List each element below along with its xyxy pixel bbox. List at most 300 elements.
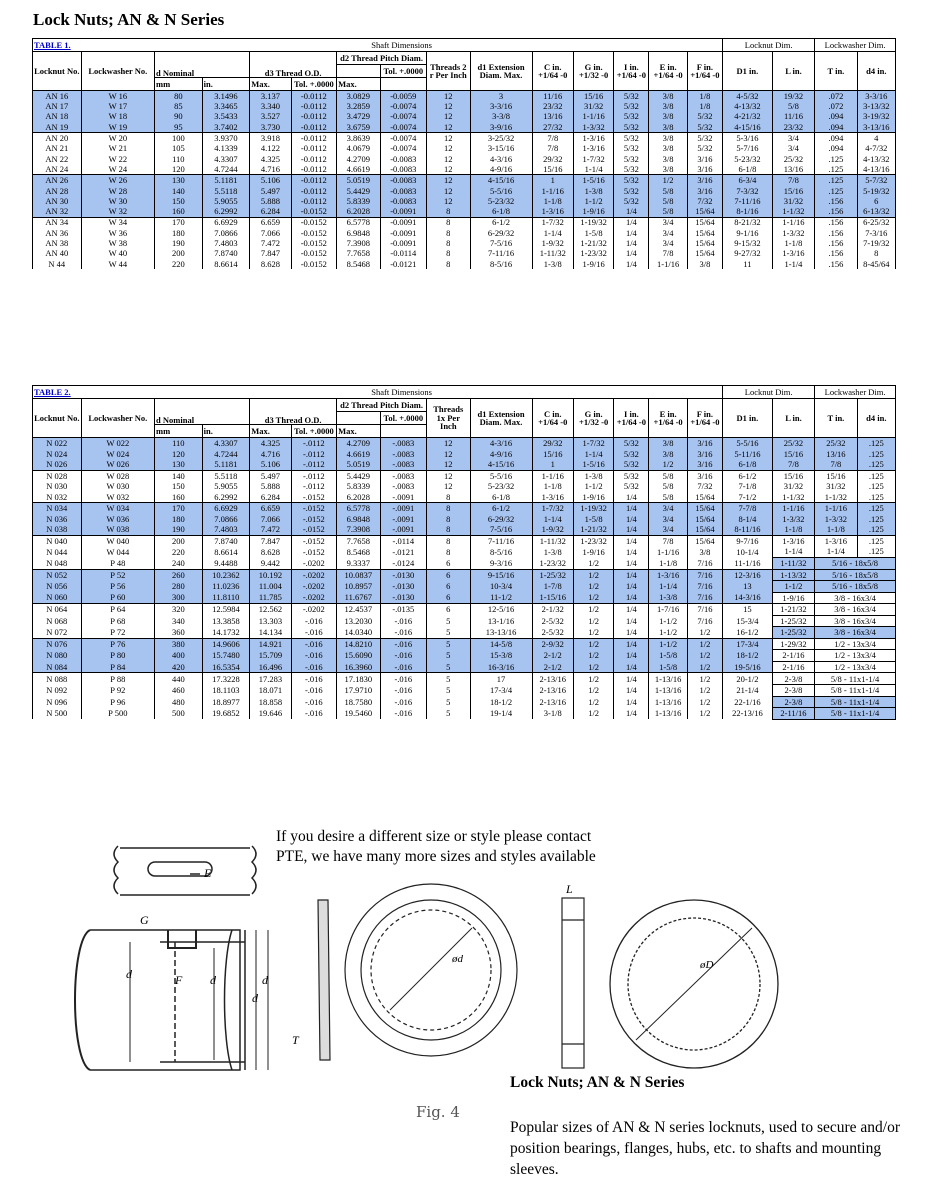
table-cell: 5/32 xyxy=(687,143,722,153)
table-cell: 480 xyxy=(155,696,203,708)
table-cell: 7-1/2 xyxy=(723,492,773,503)
table-cell: N 048 xyxy=(33,558,82,570)
table-cell: 5/32 xyxy=(614,459,649,470)
table-cell: N 024 xyxy=(33,449,82,460)
table-cell: AN 40 xyxy=(33,248,82,258)
table-cell: 1/4 xyxy=(614,661,649,673)
table-cell: 11-1/16 xyxy=(723,558,773,570)
table-cell: 7/8 xyxy=(532,143,573,153)
table-cell: 5/8 xyxy=(649,206,687,217)
table-cell: -.0202 xyxy=(291,592,337,604)
col-f: F in. +1/64 -0 xyxy=(687,52,722,91)
table-cell: -0.0152 xyxy=(291,217,337,228)
table-cell: 11.0236 xyxy=(202,581,250,593)
table-cell: 5.4429 xyxy=(337,186,380,196)
table-cell: 15/64 xyxy=(687,238,722,248)
table-cell: 320 xyxy=(155,604,203,616)
table-cell: 1-1/2 xyxy=(649,615,687,627)
table-cell: -0.0152 xyxy=(291,206,337,217)
table-cell: 22-1/16 xyxy=(723,696,773,708)
col-d4: d4 in. xyxy=(857,399,895,438)
table-cell: 3.6759 xyxy=(337,122,380,133)
table-cell: 6-1/2 xyxy=(723,470,773,481)
table-cell: 3-19/32 xyxy=(857,112,895,122)
table-cell: 1-1/16 xyxy=(649,546,687,557)
table-cell: 5 xyxy=(427,673,470,685)
table-cell: 5-5/16 xyxy=(470,186,532,196)
table-cell: 7.847 xyxy=(250,535,291,546)
col-e: E in. +1/64 -0 xyxy=(649,52,687,91)
table-cell: 3 xyxy=(470,91,532,102)
table-cell: 1/2 xyxy=(687,650,722,662)
table-cell: 3/4 xyxy=(649,238,687,248)
table-cell: 5.5118 xyxy=(202,186,250,196)
col-D1: D1 in. xyxy=(723,52,773,91)
table-cell: -0.0074 xyxy=(380,112,427,122)
table-cell: 1/4 xyxy=(614,638,649,650)
table-cell: 19.5460 xyxy=(337,708,380,720)
col-c: C in. +1/64 -0 xyxy=(532,399,573,438)
table-cell: 5/32 xyxy=(614,196,649,206)
table-cell: 3/16 xyxy=(687,449,722,460)
table-cell: -.0152 xyxy=(291,503,337,514)
table-cell: -.016 xyxy=(380,708,427,720)
table-cell: 1-9/16 xyxy=(573,259,613,269)
table-cell: 3/16 xyxy=(687,154,722,164)
table-cell: -.0091 xyxy=(380,514,427,525)
table-cell: 5.888 xyxy=(250,481,291,492)
table-cell: 15/16 xyxy=(532,449,573,460)
table-cell: -0.0121 xyxy=(380,259,427,269)
table-cell: 29/32 xyxy=(532,154,573,164)
table-cell: W 20 xyxy=(81,133,154,144)
table-cell: 1/2 xyxy=(687,661,722,673)
table-cell: 1-3/16 xyxy=(772,535,814,546)
table-cell: W 030 xyxy=(81,481,154,492)
table-cell: P 92 xyxy=(81,685,154,697)
table-cell: 5-23/32 xyxy=(470,481,532,492)
table-cell: 1-1/32 xyxy=(772,206,814,217)
table-cell: 18.7580 xyxy=(337,696,380,708)
table-cell: -0.0112 xyxy=(291,91,337,102)
table-cell: 13/16 xyxy=(815,449,857,460)
table-cell: 17 xyxy=(470,673,532,685)
table-cell: 1-1/2 xyxy=(573,481,613,492)
table-cell: 14.0340 xyxy=(337,627,380,639)
table-cell: 1-7/32 xyxy=(532,217,573,228)
table-cell: 15/64 xyxy=(687,514,722,525)
table-cell: -.016 xyxy=(380,661,427,673)
table-cell: 1-3/8 xyxy=(573,470,613,481)
lockwasher-front-drawing xyxy=(345,884,517,1056)
table-cell: 5/8 xyxy=(649,492,687,503)
table-cell: 4.3307 xyxy=(202,438,250,449)
table-cell: 1/2 xyxy=(573,592,613,604)
table-cell: 18.8977 xyxy=(202,696,250,708)
table-cell: N 500 xyxy=(33,708,82,720)
table-cell: 12 xyxy=(427,112,470,122)
table-cell: 3/16 xyxy=(687,470,722,481)
table-cell: 5/32 xyxy=(614,438,649,449)
table-cell: 4.6619 xyxy=(337,449,380,460)
table-cell: 1-23/32 xyxy=(573,535,613,546)
table-cell: 1/2 xyxy=(573,569,613,581)
table-cell: 5/32 xyxy=(614,449,649,460)
table-cell: 3/4 xyxy=(649,524,687,535)
table-cell: -0.0091 xyxy=(380,228,427,238)
table-cell: 1/4 xyxy=(614,708,649,720)
table-cell: 1-3/8 xyxy=(649,592,687,604)
table-cell: 17.283 xyxy=(250,673,291,685)
table-cell: 170 xyxy=(155,503,203,514)
table-cell: 1-1/16 xyxy=(532,470,573,481)
table-cell: 14-5/8 xyxy=(470,638,532,650)
table-cell: 5.9055 xyxy=(202,481,250,492)
table-cell: 23/32 xyxy=(532,101,573,111)
table-cell: W 034 xyxy=(81,503,154,514)
table-cell: 2-13/16 xyxy=(532,696,573,708)
table-cell: 7.472 xyxy=(250,524,291,535)
table-cell: 8-5/16 xyxy=(470,546,532,557)
table-cell: 19/32 xyxy=(772,91,814,102)
table-cell: 3/8 - 16x3/4 xyxy=(815,604,896,616)
table-cell: 4.1339 xyxy=(202,143,250,153)
table-cell: .125 xyxy=(857,481,895,492)
table-cell: 1-1/8 xyxy=(772,524,814,535)
table-cell: 8-45/64 xyxy=(857,259,895,269)
table-cell: 15/16 xyxy=(772,186,814,196)
table-cell: 15/64 xyxy=(687,524,722,535)
table-cell: 1/2 xyxy=(687,638,722,650)
table-cell: -.0135 xyxy=(380,604,427,616)
table-cell: 6-3/4 xyxy=(723,175,773,186)
table-cell: 15/64 xyxy=(687,492,722,503)
table-cell: 6.659 xyxy=(250,503,291,514)
table-cell: 9.442 xyxy=(250,558,291,570)
table-cell: 15/64 xyxy=(687,248,722,258)
col-e: E in. +1/64 -0 xyxy=(649,399,687,438)
table-cell: 1/4 xyxy=(614,581,649,593)
table-cell: 130 xyxy=(155,175,203,186)
col-locknut-no: Locknut No. xyxy=(33,52,82,91)
table-cell: 22-13/16 xyxy=(723,708,773,720)
table-cell: 4.2709 xyxy=(337,154,380,164)
table-cell: AN 19 xyxy=(33,122,82,133)
table-cell: 1-9/16 xyxy=(573,492,613,503)
table-cell: W 024 xyxy=(81,449,154,460)
col-threads: Threads 2 r Per Inch xyxy=(427,52,470,91)
table-cell: 12 xyxy=(427,186,470,196)
table-cell: 12 xyxy=(427,470,470,481)
table-cell: 3/8 xyxy=(687,259,722,269)
table-cell: P 56 xyxy=(81,581,154,593)
table-cell: 5 xyxy=(427,685,470,697)
table-cell: N 072 xyxy=(33,627,82,639)
table-cell: W 16 xyxy=(81,91,154,102)
table-cell: .072 xyxy=(815,91,857,102)
col-d3-max: Max. xyxy=(250,78,291,91)
table-cell: 500 xyxy=(155,708,203,720)
table-cell: -0.0091 xyxy=(380,217,427,228)
table-cell: 11/16 xyxy=(532,91,573,102)
table-cell: 1-25/32 xyxy=(772,627,814,639)
table-cell: -.0083 xyxy=(380,459,427,470)
table-cell: -0.0112 xyxy=(291,164,337,175)
table-cell: 8 xyxy=(427,503,470,514)
table-cell: 1/4 xyxy=(614,524,649,535)
label-G: G xyxy=(140,913,149,927)
table-cell: 5/8 - 11x1-1/4 xyxy=(815,696,896,708)
table-cell: 4.6619 xyxy=(337,164,380,175)
table-cell: 3.8639 xyxy=(337,133,380,144)
table-cell: 1-11/32 xyxy=(532,535,573,546)
table-cell: N 088 xyxy=(33,673,82,685)
table-cell: N 080 xyxy=(33,650,82,662)
table-cell: N 026 xyxy=(33,459,82,470)
table-cell: 220 xyxy=(155,259,203,269)
lockwasher-side-drawing xyxy=(318,900,330,1060)
table-cell: 14.1732 xyxy=(202,627,250,639)
table-cell: 15/16 xyxy=(815,470,857,481)
table-cell: N 076 xyxy=(33,638,82,650)
table-cell: 3/8 xyxy=(649,143,687,153)
table-cell: 1/2 - 13x3/4 xyxy=(815,661,896,673)
table-cell: 4-13/32 xyxy=(723,101,773,111)
table-cell: 1-1/4 xyxy=(532,228,573,238)
table-cell: 14.134 xyxy=(250,627,291,639)
table-cell: 5-11/16 xyxy=(723,449,773,460)
table-cell: 1/8 xyxy=(687,91,722,102)
table-cell: 12 xyxy=(427,196,470,206)
table-cell: 5/16 - 18x5/8 xyxy=(815,581,896,593)
col-d1: d1 Extension Diam. Max. xyxy=(470,52,532,91)
table-cell: 5-23/32 xyxy=(723,154,773,164)
col-d3-tol: Tol. +.0000 xyxy=(291,78,337,91)
table-cell: 4.3307 xyxy=(202,154,250,164)
table-cell: 1/4 xyxy=(614,248,649,258)
table-cell: 3.5433 xyxy=(202,112,250,122)
table-cell: 12 xyxy=(427,481,470,492)
table-cell: 9-27/32 xyxy=(723,248,773,258)
table-cell: 7.066 xyxy=(250,514,291,525)
table-cell: -.0091 xyxy=(380,524,427,535)
table-cell: 27/32 xyxy=(532,122,573,133)
table-cell: 13-1/16 xyxy=(470,615,532,627)
table-cell: 3/8 - 16x3/4 xyxy=(815,627,896,639)
table-cell: 7-5/16 xyxy=(470,238,532,248)
table-cell: 1-1/16 xyxy=(573,112,613,122)
table-cell: 7/8 xyxy=(772,175,814,186)
table-cell: 4.325 xyxy=(250,438,291,449)
table-cell: 2-11/16 xyxy=(772,708,814,720)
table-cell: N 032 xyxy=(33,492,82,503)
table-cell: 15.6090 xyxy=(337,650,380,662)
table-cell: 3-13/32 xyxy=(857,101,895,111)
table-cell: -0.0112 xyxy=(291,175,337,186)
table-cell: -0.0083 xyxy=(380,164,427,175)
table-cell: 1-9/16 xyxy=(573,546,613,557)
table-cell: 5 xyxy=(427,661,470,673)
table-cell: W 028 xyxy=(81,470,154,481)
table-cell: 2-3/8 xyxy=(772,673,814,685)
table-cell: 7.8740 xyxy=(202,248,250,258)
table-cell: 3/8 - 16x3/4 xyxy=(815,592,896,604)
table-cell: 1-1/2 xyxy=(573,196,613,206)
table-cell: -0.0114 xyxy=(380,248,427,258)
table-cell: N 052 xyxy=(33,569,82,581)
table-1-label[interactable]: TABLE 1. xyxy=(33,39,82,52)
table-cell: 1/2 - 13x3/4 xyxy=(815,638,896,650)
table-cell: 6.2992 xyxy=(202,492,250,503)
table-cell: -.0152 xyxy=(291,492,337,503)
table-cell: .156 xyxy=(815,259,857,269)
table-cell: P 64 xyxy=(81,604,154,616)
table-cell: 5.0519 xyxy=(337,175,380,186)
table-cell: -.0130 xyxy=(380,569,427,581)
table-cell: 5/8 xyxy=(772,101,814,111)
table-cell: 5/32 xyxy=(614,154,649,164)
table-cell: 7.0866 xyxy=(202,228,250,238)
table-cell: 8.628 xyxy=(250,546,291,557)
table-cell: 1/4 xyxy=(614,514,649,525)
table-2-label[interactable]: TABLE 2. xyxy=(33,386,82,399)
table-cell: 7/16 xyxy=(687,592,722,604)
table-cell: 5-7/16 xyxy=(723,143,773,153)
table-cell: 6-13/32 xyxy=(857,206,895,217)
table-cell: 6.284 xyxy=(250,492,291,503)
table-cell: N 064 xyxy=(33,604,82,616)
table-cell: 5/8 - 11x1-1/4 xyxy=(815,685,896,697)
table-cell: 1-11/32 xyxy=(532,248,573,258)
table-cell: 3/16 xyxy=(687,459,722,470)
table-cell: 9-15/16 xyxy=(470,569,532,581)
shaft-dimensions-header: Shaft Dimensions xyxy=(81,386,722,399)
table-cell: 18.1103 xyxy=(202,685,250,697)
table-cell: W 21 xyxy=(81,143,154,153)
table-cell: 1-1/4 xyxy=(815,546,857,557)
table-cell: -.016 xyxy=(291,650,337,662)
table-cell: 1-25/32 xyxy=(532,569,573,581)
table-cell: 7/16 xyxy=(687,615,722,627)
table-cell: 12 xyxy=(427,449,470,460)
table-cell: W 19 xyxy=(81,122,154,133)
table-cell: -0.0074 xyxy=(380,143,427,153)
table-cell: 6-1/8 xyxy=(723,164,773,175)
table-cell: 29/32 xyxy=(532,438,573,449)
table-cell: .125 xyxy=(857,449,895,460)
table-cell: 6.284 xyxy=(250,206,291,217)
table-cell: 1-7/32 xyxy=(532,503,573,514)
table-cell: 140 xyxy=(155,470,203,481)
table-cell: 19-5/16 xyxy=(723,661,773,673)
table-cell: 13/16 xyxy=(772,164,814,175)
table-cell: 1-3/16 xyxy=(772,248,814,258)
table-cell: 15/64 xyxy=(687,228,722,238)
table-cell: -.0124 xyxy=(380,558,427,570)
table-cell: 1-1/16 xyxy=(815,503,857,514)
table-cell: 4-15/16 xyxy=(723,122,773,133)
table-cell: 7.472 xyxy=(250,238,291,248)
table-cell: 5 xyxy=(427,696,470,708)
col-L: L in. xyxy=(772,52,814,91)
table-cell: 3.7402 xyxy=(202,122,250,133)
table-cell: 380 xyxy=(155,638,203,650)
table-cell: 160 xyxy=(155,492,203,503)
table-cell: W 22 xyxy=(81,154,154,164)
table-cell: 1-3/32 xyxy=(573,122,613,133)
table-cell: -.016 xyxy=(380,638,427,650)
table-cell: 5/8 - 11x1-1/4 xyxy=(815,673,896,685)
thread-detail-drawing xyxy=(75,846,268,1070)
table-cell: W 38 xyxy=(81,238,154,248)
table-cell: -.0091 xyxy=(380,492,427,503)
label-oD1: øD xyxy=(700,959,714,971)
table-cell: 5-5/16 xyxy=(470,470,532,481)
table-cell: 17.3228 xyxy=(202,673,250,685)
table-cell: 1/2 xyxy=(687,673,722,685)
table-cell: W 040 xyxy=(81,535,154,546)
table-cell: 1/2 xyxy=(573,558,613,570)
table-cell: .125 xyxy=(857,438,895,449)
table-cell: N 038 xyxy=(33,524,82,535)
table-cell: N 036 xyxy=(33,514,82,525)
table-cell: -.0083 xyxy=(380,481,427,492)
table-cell: 1-11/32 xyxy=(772,558,814,570)
table-cell: -0.0083 xyxy=(380,196,427,206)
table-cell: 190 xyxy=(155,524,203,535)
table-cell: 1/4 xyxy=(614,492,649,503)
table-cell: N 060 xyxy=(33,592,82,604)
table-cell: 1-7/16 xyxy=(649,604,687,616)
table-cell: 15.7480 xyxy=(202,650,250,662)
col-d2-tol: Tol. +.0000 xyxy=(380,412,427,425)
table-cell: -0.0074 xyxy=(380,122,427,133)
table-cell: 1/2 xyxy=(649,459,687,470)
table-cell: 12 xyxy=(427,143,470,153)
table-cell: 1-1/8 xyxy=(815,524,857,535)
table-cell: 8-21/32 xyxy=(723,217,773,228)
table-cell: 13.303 xyxy=(250,615,291,627)
table-cell: 120 xyxy=(155,164,203,175)
table-cell: 21-1/4 xyxy=(723,685,773,697)
table-cell: -.0152 xyxy=(291,524,337,535)
table-cell: 7/16 xyxy=(687,569,722,581)
table-cell: 1-1/16 xyxy=(772,503,814,514)
table-cell: 25/32 xyxy=(772,438,814,449)
table-cell: 1/2 xyxy=(573,673,613,685)
table-cell: 31/32 xyxy=(772,481,814,492)
table-cell: W 26 xyxy=(81,175,154,186)
table-cell: 7.7658 xyxy=(337,535,380,546)
table-cell: 440 xyxy=(155,673,203,685)
table-cell: -0.0083 xyxy=(380,186,427,196)
table-cell: 3-9/16 xyxy=(470,122,532,133)
table-cell: 2-1/2 xyxy=(532,650,573,662)
table-cell: 15/16 xyxy=(532,164,573,175)
table-cell: 5/32 xyxy=(614,470,649,481)
label-d: d xyxy=(126,967,132,981)
table-cell: 4.7244 xyxy=(202,449,250,460)
table-cell: .125 xyxy=(857,503,895,514)
table-cell: 7/8 xyxy=(772,459,814,470)
table-cell: -.016 xyxy=(291,615,337,627)
table-cell: P 72 xyxy=(81,627,154,639)
table-cell: 1-3/16 xyxy=(532,492,573,503)
table-cell: W 30 xyxy=(81,196,154,206)
table-cell: P 48 xyxy=(81,558,154,570)
table-cell: 100 xyxy=(155,133,203,144)
label-F: F xyxy=(175,973,183,987)
